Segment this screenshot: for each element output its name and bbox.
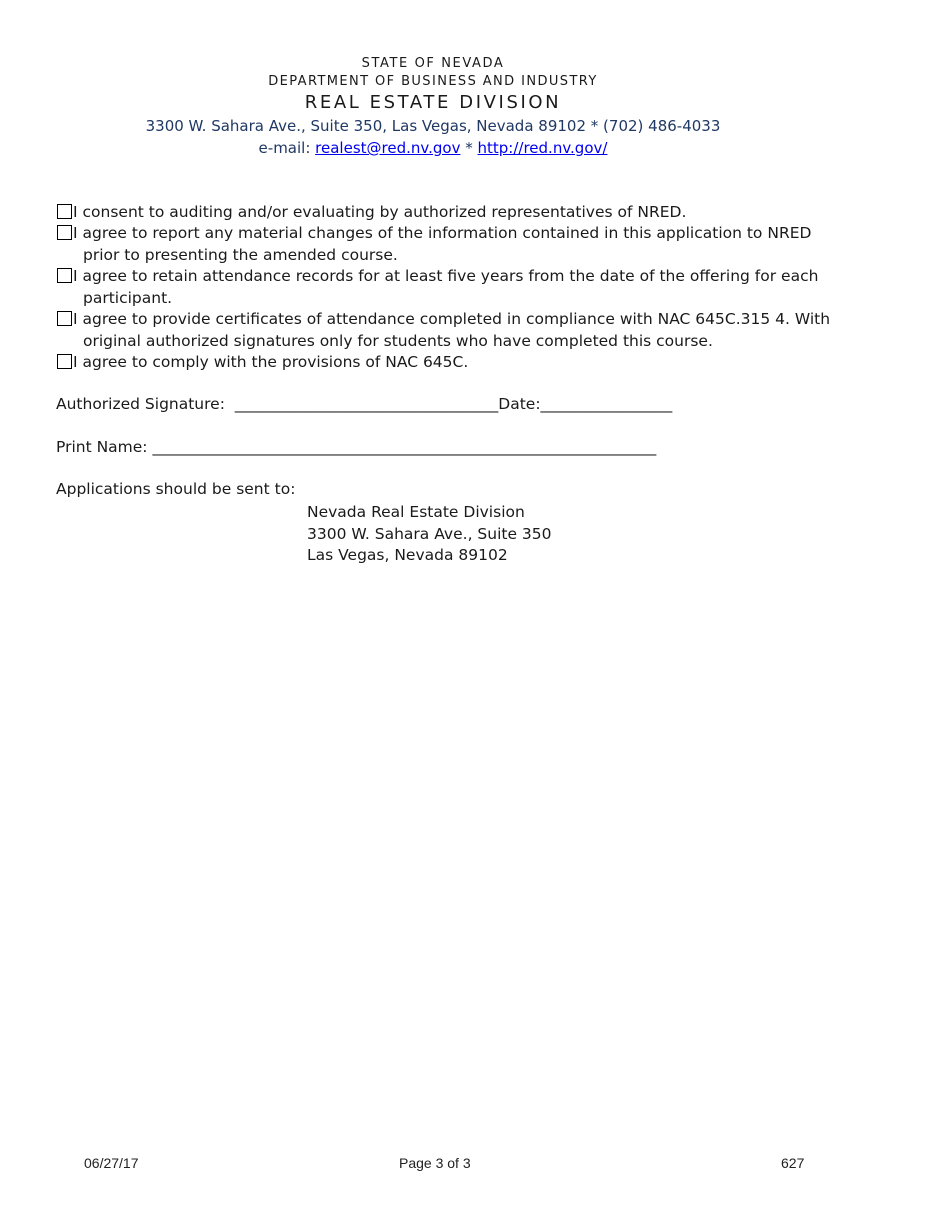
signature-date-line[interactable]: Authorized Signature: __________________________________Date:_________________ [56, 395, 673, 413]
agreement-item-auditing [57, 202, 686, 224]
checkbox[interactable] [57, 204, 72, 219]
website-link[interactable]: http://red.nv.gov/ [477, 139, 608, 157]
agreement-text-continued: original authorized signatures only for students who have completed this course. [83, 331, 713, 350]
checkbox[interactable] [57, 225, 72, 240]
checkbox[interactable] [57, 311, 72, 326]
mailing-intro: Applications should be sent to: [56, 480, 296, 498]
email-label: e-mail: [258, 139, 311, 157]
header-address: 3300 W. Sahara Ave., Suite 350, Las Vegas, Nevada 89102 * (702) 486-4033 [145, 117, 721, 135]
mailing-line-3: Las Vegas, Nevada 89102 [307, 546, 508, 564]
header-division: REAL ESTATE DIVISION [304, 92, 562, 113]
agreement-text: I agree to provide certificates of attendance completed in compliance with NAC 645C.315 4. With [73, 310, 831, 328]
agreement-text: I consent to auditing and/or evaluating by authorized representatives of NRED. [73, 203, 687, 221]
header-department: DEPARTMENT OF BUSINESS AND INDUSTRY [268, 74, 598, 89]
agreement-item-retain-records [57, 266, 818, 309]
agreement-text: I agree to comply with the provisions of NAC 645C. [73, 353, 469, 371]
agreement-item-report-changes [57, 223, 811, 266]
agreement-text-continued: prior to presenting the amended course. [83, 245, 398, 264]
header-contact [0, 139, 866, 157]
agreement-text: I agree to retain attendance records for at least five years from the date of the offering for each [73, 267, 819, 285]
footer-page-number: Page 3 of 3 [399, 1155, 471, 1171]
checkbox[interactable] [57, 268, 72, 283]
mailing-address [307, 502, 552, 567]
print-name-line[interactable]: Print Name: _________________________________________________________________ [56, 438, 657, 456]
agreement-text: I agree to report any material changes of the information contained in this application to NRED [73, 224, 812, 242]
email-link[interactable]: realest@red.nv.gov [315, 139, 461, 157]
agreement-item-comply [57, 352, 468, 374]
contact-separator: * [465, 139, 473, 157]
footer-form-number: 627 [781, 1155, 805, 1171]
agreement-text-continued: participant. [83, 288, 173, 307]
header-state: STATE OF NEVADA [361, 56, 505, 71]
mailing-line-1: Nevada Real Estate Division [307, 503, 525, 521]
footer-date: 06/27/17 [84, 1155, 139, 1171]
checkbox[interactable] [57, 354, 72, 369]
agreement-item-certificates [57, 309, 830, 352]
mailing-line-2: 3300 W. Sahara Ave., Suite 350 [307, 524, 552, 543]
